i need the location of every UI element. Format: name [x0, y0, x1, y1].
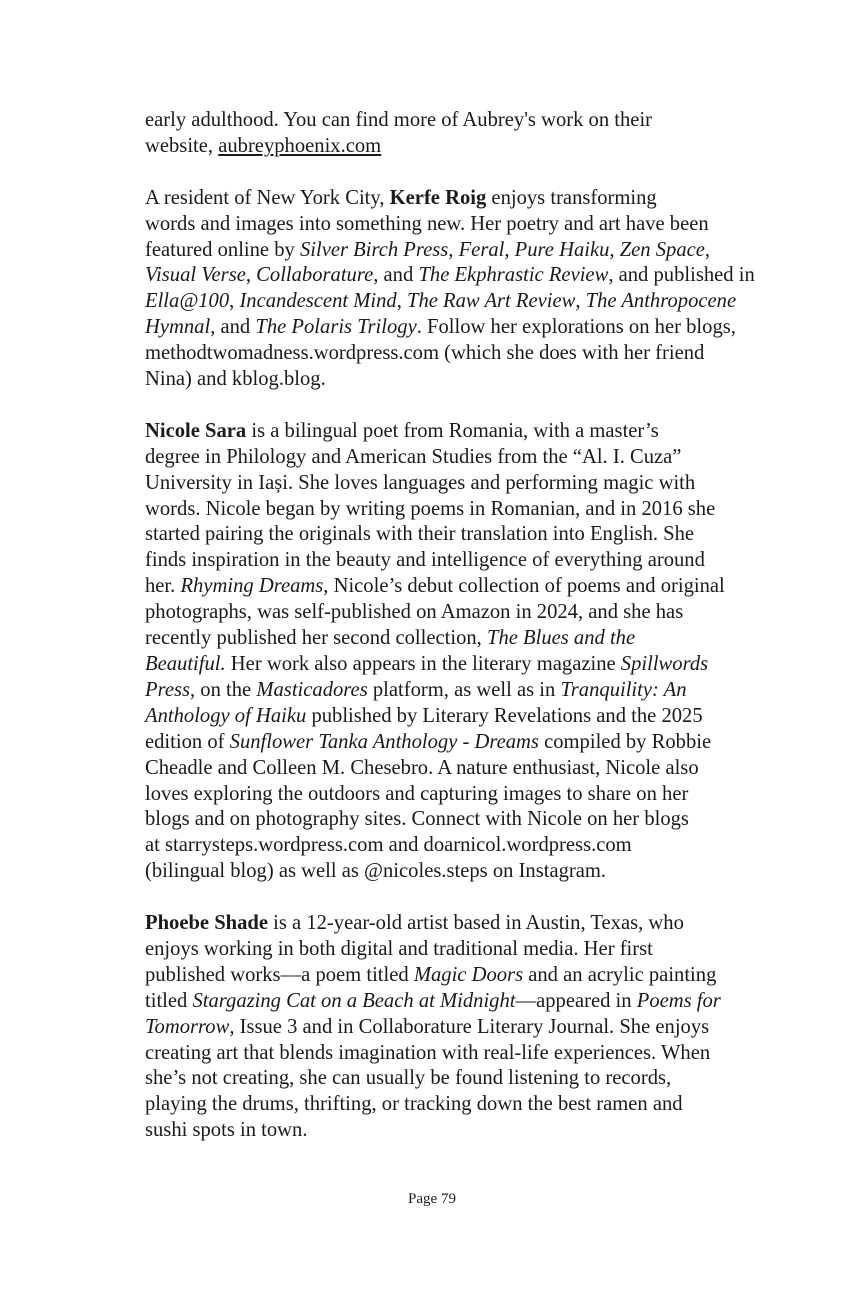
text-run: loves exploring the outdoors and capturing images to share on her [145, 782, 689, 805]
publication-title: Ella@100 [145, 290, 230, 313]
text-line [145, 600, 765, 626]
text-run: started pairing the originals with their translation into English. She [145, 523, 695, 546]
text-line [145, 807, 765, 833]
text-line [145, 445, 765, 471]
text-line [145, 419, 765, 445]
text-run: creating art that blends imagination with real-life experiences. When [145, 1041, 711, 1064]
publication-title: Pure Haiku [514, 238, 610, 261]
text-run: , [245, 264, 257, 287]
text-run: playing the drums, thrifting, or tracking down the best ramen and [145, 1093, 683, 1116]
text-run: , [396, 290, 408, 313]
text-run: is a bilingual poet from Romania, with a master’s [246, 419, 659, 442]
text-line [145, 108, 765, 134]
publication-title: The Anthropocene [585, 290, 737, 313]
text-line [145, 833, 765, 859]
text-run: photographs, was self-published on Amazon in 2024, and she has [145, 601, 684, 624]
text-line [145, 652, 765, 678]
text-run: website, [145, 134, 219, 157]
text-line [145, 522, 765, 548]
text-run: titled [145, 989, 193, 1012]
website-link[interactable]: aubreyphoenix.com [218, 134, 382, 157]
text-run: words. Nicole began by writing poems in Romanian, and in 2016 she [145, 497, 716, 520]
publication-title: Hymnal [145, 316, 211, 339]
text-line [145, 238, 765, 264]
publication-title: Anthology of Haiku [145, 704, 307, 727]
bio-phoebe-shade [145, 911, 765, 1144]
publication-title: Press [145, 678, 190, 701]
text-line [145, 937, 765, 963]
author-name: Kerfe Roig [389, 186, 487, 209]
text-run: , Issue 3 and in Collaborature Literary Journal. She enjoys [229, 1015, 710, 1038]
text-run: published by Literary Revelations and the 2025 [306, 704, 703, 727]
publication-title: The Polaris Trilogy [255, 316, 417, 339]
text-line [145, 1015, 765, 1041]
publication-title: Sunflower Tanka Anthology - Dreams [229, 730, 539, 753]
text-run: A resident of New York City, [145, 186, 390, 209]
publication-title: Masticadores [256, 678, 368, 701]
text-line [145, 1066, 765, 1092]
text-run: , [504, 238, 515, 261]
author-name: Phoebe Shade [145, 912, 269, 935]
text-run: , [448, 238, 459, 261]
text-run: Nina) and kblog.blog. [145, 368, 326, 391]
publication-title: Magic Doors [413, 963, 524, 986]
text-run: degree in Philology and American Studies from the “Al. I. Cuza” [145, 445, 682, 468]
text-run: compiled by Robbie [538, 730, 712, 753]
text-run: enjoys working in both digital and traditional media. Her first [145, 937, 653, 960]
text-run: , Nicole’s debut collection of poems and original [323, 575, 725, 598]
publication-title: The Blues and the [486, 627, 636, 650]
text-run: , on the [190, 678, 257, 701]
text-run: —appeared in [515, 989, 637, 1012]
text-line [145, 471, 765, 497]
author-name: Nicole Sara [145, 419, 247, 442]
bio-continuation [145, 108, 765, 160]
publication-title: Beautiful. [145, 653, 226, 675]
publication-title: Silver Birch Press [299, 238, 449, 261]
text-run: , [229, 290, 240, 313]
text-run: , and [210, 316, 256, 339]
text-line [145, 1041, 765, 1067]
bio-kerfe-roig [145, 186, 765, 393]
text-line [145, 1118, 765, 1144]
document-page [145, 108, 765, 1170]
text-line [145, 341, 765, 367]
text-run: featured online by [145, 238, 300, 261]
publication-title: Collaborature [256, 264, 374, 287]
text-run: finds inspiration in the beauty and intelligence of everything around [145, 549, 705, 572]
text-line [145, 859, 765, 885]
text-line [145, 186, 765, 212]
text-run: enjoys transforming [486, 186, 657, 209]
text-run: , and published in [608, 264, 755, 287]
text-run: edition of [145, 730, 230, 753]
publication-title: The Ekphrastic Review [418, 264, 609, 287]
text-line [145, 263, 765, 289]
text-run: , and [373, 264, 419, 287]
text-line [145, 289, 765, 315]
text-line [145, 730, 765, 756]
publication-title: Rhyming Dreams [180, 575, 324, 598]
text-run: , [575, 290, 586, 313]
text-run: at starrysteps.wordpress.com and doarnicol.wordpress.com [145, 834, 632, 857]
text-line [145, 315, 765, 341]
publication-title: Incandescent Mind [239, 290, 397, 313]
text-line [145, 989, 765, 1015]
text-run: , [609, 238, 620, 261]
text-line [145, 367, 765, 393]
text-line [145, 548, 765, 574]
publication-title: Visual Verse [145, 264, 246, 287]
text-run: (bilingual blog) as well as @nicoles.steps on Instagram. [145, 860, 607, 883]
publication-title: The Raw Art Review [407, 290, 576, 313]
text-line [145, 704, 765, 730]
text-run: is a 12-year-old artist based in Austin, Texas, who [268, 912, 684, 935]
publication-title: Tranquility: An [560, 678, 687, 701]
text-line [145, 756, 765, 782]
text-run: platform, as well as in [367, 678, 561, 701]
text-line [145, 678, 765, 704]
publication-title: Tomorrow [145, 1015, 230, 1038]
text-line [145, 1092, 765, 1118]
publication-title: Spillwords [620, 653, 709, 675]
text-line [145, 626, 765, 652]
text-line [145, 497, 765, 523]
text-run: Cheadle and Colleen M. Chesebro. A nature enthusiast, Nicole also [145, 756, 699, 779]
text-line [145, 212, 765, 238]
text-run: she’s not creating, she can usually be found listening to records, [145, 1067, 672, 1090]
text-run: published works—a poem titled [145, 963, 414, 986]
publication-title: Zen Space [619, 238, 705, 261]
text-run: . Follow her explorations on her blogs, [416, 316, 736, 339]
text-run: methodtwomadness.wordpress.com (which she does with her friend [145, 342, 705, 365]
publication-title: Stargazing Cat on a Beach at Midnight [192, 989, 516, 1012]
text-run: , [704, 238, 711, 261]
text-run: sushi spots in town. [145, 1119, 308, 1142]
text-run: Her work also appears in the literary magazine [225, 653, 621, 675]
text-line [145, 574, 765, 600]
text-run: University in Iași. She loves languages and performing magic with [145, 471, 696, 494]
text-line [145, 911, 765, 937]
bio-nicole-sara [145, 419, 765, 885]
text-run: blogs and on photography sites. Connect with Nicole on her blogs [145, 808, 689, 831]
text-run: recently published her second collection, [145, 627, 487, 650]
text-line [145, 134, 765, 160]
text-run: and an acrylic painting [523, 963, 717, 986]
publication-title: Feral [458, 238, 505, 261]
text-line [145, 963, 765, 989]
text-run: early adulthood. You can find more of Aubrey's work on their [145, 109, 653, 131]
text-line [145, 782, 765, 808]
publication-title: Poems for [636, 989, 721, 1012]
page-number: Page 79 [408, 1191, 456, 1207]
text-run: her. [145, 575, 181, 598]
text-run: words and images into something new. Her poetry and art have been [145, 212, 709, 235]
